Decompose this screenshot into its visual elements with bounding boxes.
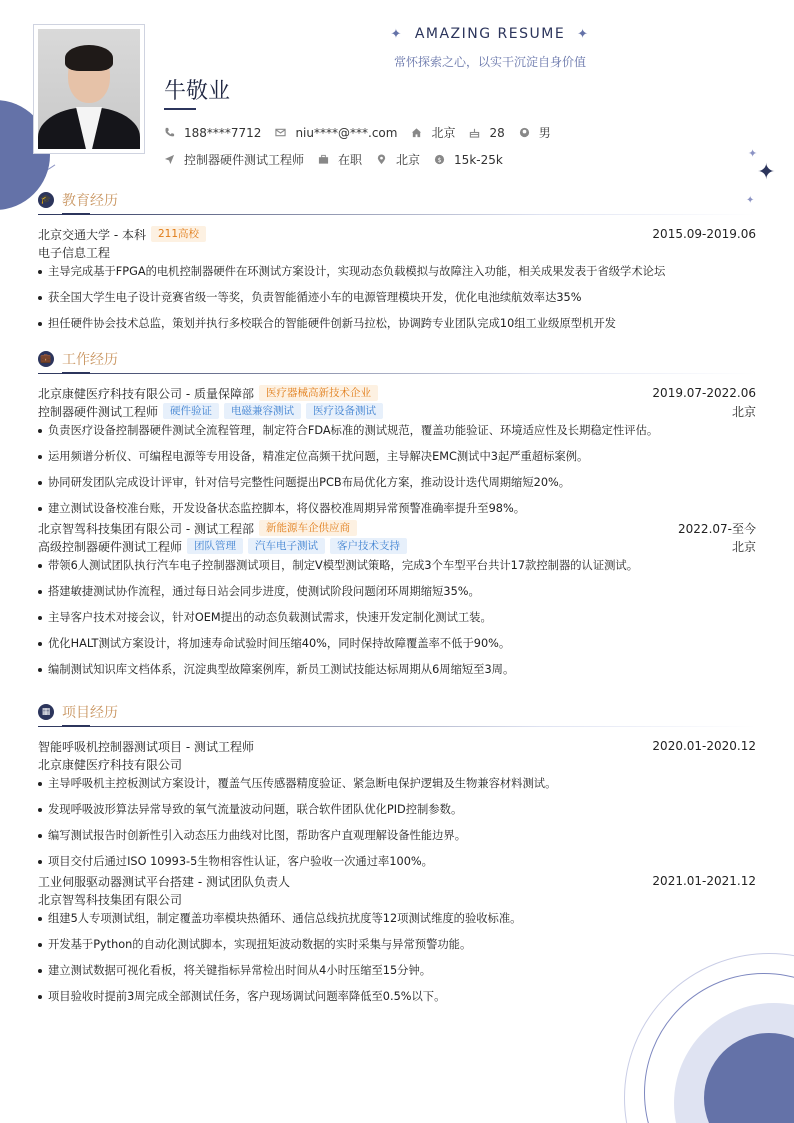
project-org: 北京康健医疗科技有限公司 (38, 757, 183, 772)
status-info (318, 151, 362, 168)
company-name: 北京智驾科技集团有限公司 - 测试工程部 (38, 521, 254, 536)
section-divider (38, 213, 756, 217)
briefcase-icon: 💼 (38, 351, 54, 367)
send-icon (164, 154, 175, 165)
list-item: 编制测试知识库文档体系，沉淀典型故障案例库，新员工测试技能达标周期从6周缩短至3周。 (38, 662, 756, 688)
contact-info-row (164, 124, 565, 141)
school-name: 北京交通大学 - 本科 (38, 227, 146, 242)
salary-info (434, 153, 503, 167)
role-tag: 电磁兼容测试 (224, 403, 301, 419)
list-item: 建立测试数据可视化看板，将关键指标异常检出时间从4小时压缩至15分钟。 (38, 963, 756, 989)
sparkle-icon: ✦ (577, 27, 590, 42)
list-item: 开发基于Python的自动化测试脚本，实现扭矩波动数据的实时采集与异常预警功能。 (38, 937, 756, 963)
target-job-info (164, 151, 304, 168)
list-item: 搭建敏捷测试协作流程，通过每日站会同步进度，使测试阶段问题闭环周期缩短35%。 (38, 584, 756, 610)
job-role: 高级控制器硬件测试工程师 (38, 539, 183, 554)
gender-text: 男 (538, 126, 551, 140)
work-section (38, 348, 756, 688)
project-date: 2021.01-2021.12 (652, 874, 756, 888)
status-text: 在职 (338, 153, 363, 167)
company-name: 北京康健医疗科技有限公司 - 质量保障部 (38, 386, 254, 401)
role-tag: 医疗设备测试 (306, 403, 383, 419)
list-item: 优化HALT测试方案设计，将加速寿命试验时间压缩40%，同时保持故障覆盖率不低于90%。 (38, 636, 756, 662)
school-tag: 211高校 (151, 226, 206, 242)
email-info (275, 126, 397, 140)
briefcase-icon (318, 154, 329, 165)
sparkle-icon: ✦ (748, 147, 758, 160)
mail-icon (275, 127, 286, 138)
list-item: 发现呼吸波形算法异常导致的氧气流量波动问题，联合软件团队优化PID控制参数。 (38, 802, 756, 828)
project-bullets (38, 776, 756, 872)
work-city: 北京 (731, 539, 756, 554)
gender-icon (519, 127, 530, 138)
phone-text: 188****7712 (184, 125, 262, 140)
svg-text:$: $ (437, 155, 442, 164)
list-item: 编写测试报告时创新性引入动态压力曲线对比图，帮助客户直观理解设备性能边界。 (38, 828, 756, 854)
project-org: 北京智驾科技集团有限公司 (38, 892, 183, 907)
resume-badge (380, 26, 600, 42)
project-name: 工业伺服驱动器测试平台搭建 - 测试团队负责人 (38, 874, 290, 889)
profile-photo (33, 24, 145, 154)
sparkle-icon: ✦ (390, 27, 403, 42)
phone-icon (164, 127, 175, 138)
education-entry (38, 225, 756, 342)
list-item: 负责医疗设备控制器硬件测试全流程管理，制定符合FDA标准的测试规范，覆盖功能验证、环境适应性及长期稳定性评估。 (38, 423, 756, 449)
project-name: 智能呼吸机控制器测试项目 - 测试工程师 (38, 739, 254, 754)
money-icon (434, 154, 445, 165)
target-job-text: 控制器硬件测试工程师 (184, 153, 305, 167)
phone-info (164, 126, 261, 140)
job-role: 控制器硬件测试工程师 (38, 404, 159, 419)
education-date: 2015.09-2019.06 (652, 227, 756, 241)
project-date: 2020.01-2020.12 (652, 739, 756, 753)
grid-icon: ▦ (38, 704, 54, 720)
role-tag: 客户技术支持 (330, 538, 407, 554)
section-title: 教育经历 (62, 193, 118, 209)
project-entry (38, 872, 756, 1015)
motto: 常怀探索之心，以实干沉淀自身价值 (393, 55, 586, 69)
gender-info (519, 124, 551, 141)
location-icon (376, 154, 387, 165)
company-tag: 新能源车企供应商 (259, 520, 357, 536)
project-section (38, 701, 756, 1015)
sparkle-icon: ✦ (746, 195, 755, 206)
age-info (469, 126, 504, 140)
list-item: 项目交付后通过ISO 10993-5生物相容性认证，客户验收一次通过率100%。 (38, 854, 756, 872)
section-title: 工作经历 (62, 352, 118, 368)
work-entry (38, 519, 756, 688)
major: 电子信息工程 (38, 245, 111, 260)
role-tag: 汽车电子测试 (248, 538, 325, 554)
list-item: 协同研发团队完成设计评审，针对信号完整性问题提出PCB布局优化方案，推动设计迭代周期缩短20%。 (38, 475, 756, 501)
cake-icon (469, 127, 480, 138)
hometown-text: 北京 (431, 126, 456, 140)
list-item: 主导呼吸机主控板测试方案设计，覆盖气压传感器精度验证、紧急断电保护逻辑及生物兼容材料测试。 (38, 776, 756, 802)
email-text: niu****@***.com (295, 125, 398, 140)
graduation-cap-icon: 🎓 (38, 192, 54, 208)
work-entry (38, 384, 756, 519)
list-item: 主导完成基于FPGA的电机控制器硬件在环测试方案设计，实现动态负载模拟与故障注入功能，相关成果发表于省级学术论坛 (38, 264, 756, 290)
target-city-info (376, 151, 420, 168)
project-bullets (38, 911, 756, 1015)
list-item: 运用频谱分析仪、可编程电源等专用设备，精准定位高频干扰问题，主导解决EMC测试中3起严重超标案例。 (38, 449, 756, 475)
project-entry (38, 737, 756, 872)
education-bullets (38, 264, 756, 342)
role-tag: 硬件验证 (163, 403, 219, 419)
name-underline (164, 108, 196, 110)
list-item: 主导客户技术对接会议，针对OEM提出的动态负载测试需求，快速开发定制化测试工装。 (38, 610, 756, 636)
list-item: 担任硬件协会技术总监，策划并执行多校联合的智能硬件创新马拉松，协调跨专业团队完成10组工业级原型机开发 (38, 316, 756, 342)
list-item: 获全国大学生电子设计竞赛省级一等奖，负责智能循迹小车的电源管理模块开发，优化电池续航效率达35% (38, 290, 756, 316)
work-bullets (38, 558, 756, 688)
work-date: 2019.07-2022.06 (652, 386, 756, 400)
section-divider (38, 725, 756, 729)
education-section (38, 189, 756, 342)
home-icon (411, 127, 422, 138)
work-bullets (38, 423, 756, 519)
list-item: 组建5人专项测试组，制定覆盖功率模块热循环、通信总线抗扰度等12项测试维度的验收标准。 (38, 911, 756, 937)
company-tag: 医疗器械高新技术企业 (259, 385, 378, 401)
age-text: 28 (489, 125, 505, 140)
job-intention-row (164, 151, 517, 168)
role-tag: 团队管理 (187, 538, 243, 554)
candidate-name: 牛敬业 (164, 79, 231, 104)
section-divider (38, 372, 756, 376)
badge-text: AMAZING RESUME (414, 26, 566, 42)
target-city-text: 北京 (396, 153, 421, 167)
hometown-info (411, 124, 455, 141)
list-item: 建立测试设备校准台账，开发设备状态监控脚本，将仪器校准周期异常预警准确率提升至98%。 (38, 501, 756, 519)
list-item: 带领6人测试团队执行汽车电子控制器测试项目，制定V模型测试策略，完成3个车型平台共计17款控制器的认证测试。 (38, 558, 756, 584)
work-date: 2022.07-至今 (678, 521, 756, 536)
sparkle-icon: ✦ (757, 160, 776, 185)
salary-text: 15k-25k (454, 152, 503, 167)
list-item: 项目验收时提前3周完成全部测试任务，客户现场调试问题率降低至0.5%以下。 (38, 989, 756, 1015)
work-city: 北京 (731, 404, 756, 419)
section-title: 项目经历 (62, 705, 118, 721)
